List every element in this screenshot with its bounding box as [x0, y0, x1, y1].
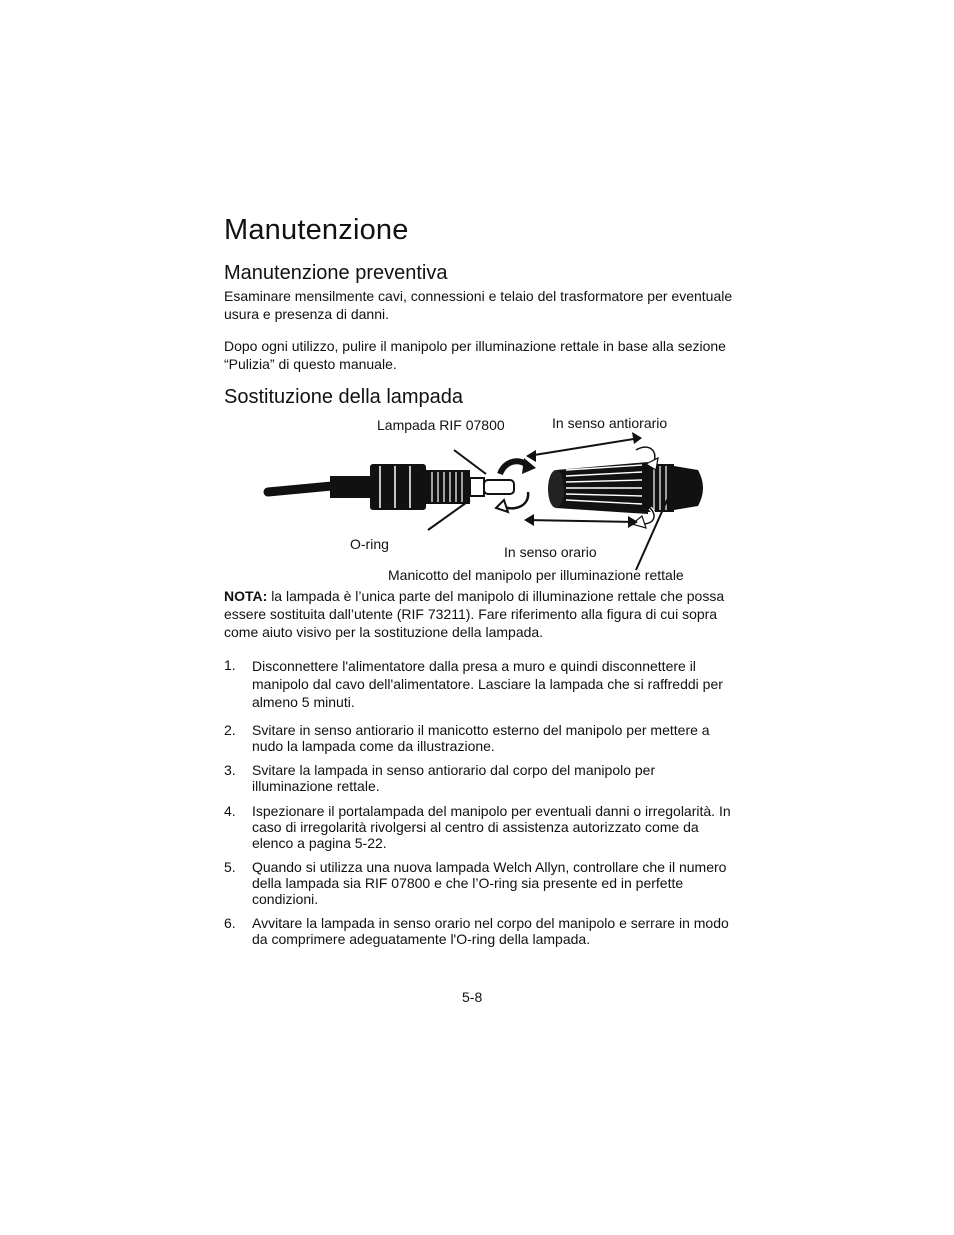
leader-ccw: [528, 438, 640, 456]
step-number: 5.: [224, 859, 236, 875]
label-oring: O-ring: [350, 536, 389, 552]
step-text: Ispezionare il portalampada del manipolo per eventuali danni o irregolarità. In caso di irregolarità rivolgersi al centro di assistenza autorizzato come da elenco a pagina 5-22.: [252, 803, 731, 851]
step-text: Svitare in senso antiorario il manicotto esterno del manipolo per mettere a nudo la lampada come da illustrazione.: [252, 722, 710, 754]
step-text: Avvitare la lampada in senso orario nel corpo del manipolo e serrare in modo da comprimere adeguatamente l'O-ring della lampada.: [252, 915, 729, 947]
step-number: 4.: [224, 803, 236, 819]
leader-oring: [428, 500, 470, 530]
note-label: NOTA:: [224, 588, 268, 604]
section-heading-preventive: Manutenzione preventiva: [224, 262, 448, 284]
step-number: 1.: [224, 657, 236, 673]
step-number: 6.: [224, 915, 236, 931]
section-heading-lamp: Sostituzione della lampada: [224, 386, 464, 408]
step-number: 3.: [224, 762, 236, 778]
step-number: 2.: [224, 722, 236, 738]
note-paragraph: [224, 587, 744, 641]
cable-strain-relief: [330, 476, 372, 498]
paragraph-preventive-2: Dopo ogni utilizzo, pulire il manipolo per illuminazione rettale in base alla sezione “Pulizia” di questo manuale.: [224, 338, 726, 372]
sleeve-cap: [674, 466, 703, 510]
leader-cw: [526, 520, 636, 522]
label-counterclockwise: In senso antiorario: [552, 415, 668, 431]
lamp: [484, 480, 514, 494]
note-text: la lampada è l’unica parte del manipolo di illuminazione rettale che possa essere sostituita dall’utente (RIF 73211). Fare riferimento alla figura di cui sopra come aiuto visivo per la sostituzione della lampada.: [224, 588, 725, 640]
sleeve-ring: [648, 464, 674, 512]
step-text: Svitare la lampada in senso antiorario dal corpo del manipolo per illuminazione rettale.: [252, 762, 656, 794]
o-ring: [470, 478, 484, 496]
label-sleeve: Manicotto del manipolo per illuminazione rettale: [388, 567, 684, 583]
label-lamp: Lampada RIF 07800: [377, 417, 505, 433]
paragraph-preventive-1: Esaminare mensilmente cavi, connessioni e telaio del trasformatore per eventuale usura e presenza di danni.: [224, 288, 733, 322]
step-text: Disconnettere l'alimentatore dalla presa a muro e quindi disconnettere il manipolo dal cavo dell'alimentatore. Lasciare la lampada che si raffreddi per almeno 5 minuti.: [252, 658, 723, 710]
step-text: Quando si utilizza una nuova lampada Welch Allyn, controllare che il numero della lampada sia RIF 07800 e che l’O-ring sia presente ed in perfette condizioni.: [252, 859, 727, 907]
label-clockwise: In senso orario: [504, 544, 597, 560]
connector-body: [370, 464, 426, 510]
cable: [268, 486, 332, 492]
lamp-replacement-figure: [0, 410, 954, 590]
page-title: Manutenzione: [224, 214, 409, 246]
handle-illustration: [0, 410, 954, 590]
page-number: 5-8: [462, 989, 483, 1005]
